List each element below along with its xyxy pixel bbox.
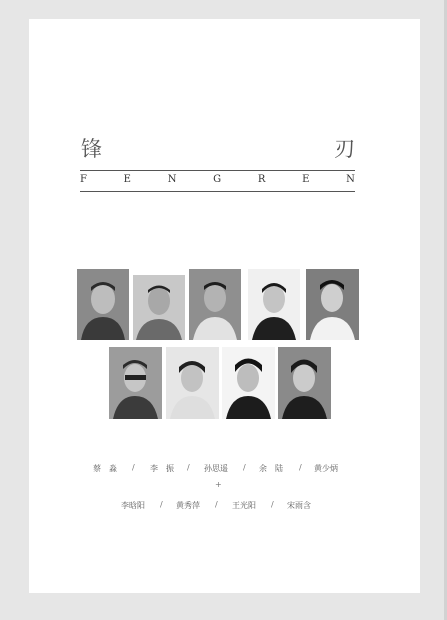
pinyin-letter: G	[213, 174, 222, 185]
name-separator: /	[215, 500, 218, 509]
plus-sign: +	[215, 480, 222, 489]
title-row	[81, 133, 355, 159]
pinyin-letter: R	[257, 174, 266, 185]
title-left-char: 锋	[81, 137, 102, 161]
name-separator: /	[160, 500, 163, 509]
member-name: 李晗阳	[121, 501, 145, 510]
member-name: 宋雨含	[287, 501, 311, 510]
pinyin-letter: E	[123, 174, 131, 185]
title-rule-bottom	[80, 191, 355, 192]
portrait-photo	[189, 269, 241, 340]
name-separator: /	[299, 463, 302, 472]
portrait-photo	[278, 347, 331, 419]
member-name: 黄秀萍	[176, 501, 200, 510]
member-name: 黄少炳	[314, 464, 338, 473]
portrait-photo	[306, 269, 359, 340]
name-separator: /	[271, 500, 274, 509]
portrait-photo	[248, 269, 300, 340]
pinyin-letter: F	[80, 174, 87, 185]
portrait-photo	[133, 275, 185, 340]
portrait-photo	[222, 347, 275, 419]
title-rule-top	[80, 170, 355, 171]
pinyin-letter: N	[167, 174, 177, 185]
member-name: 孙思遥	[204, 464, 228, 473]
name-separator: /	[243, 463, 246, 472]
document-page	[29, 19, 420, 593]
pinyin-row	[80, 174, 355, 188]
portrait-photo	[77, 269, 129, 340]
name-separator: /	[132, 463, 135, 472]
member-name: 蔡 淼	[93, 464, 117, 473]
member-name: 余 陆	[259, 464, 283, 473]
pinyin-letter: E	[302, 174, 310, 185]
title-right-char: 刃	[334, 137, 355, 161]
portrait-photo	[109, 347, 162, 419]
member-name: 李 振	[150, 464, 174, 473]
portrait-photo	[166, 347, 219, 419]
member-name: 王光阳	[232, 501, 256, 510]
name-separator: /	[187, 463, 190, 472]
pinyin-letter: N	[346, 174, 355, 185]
